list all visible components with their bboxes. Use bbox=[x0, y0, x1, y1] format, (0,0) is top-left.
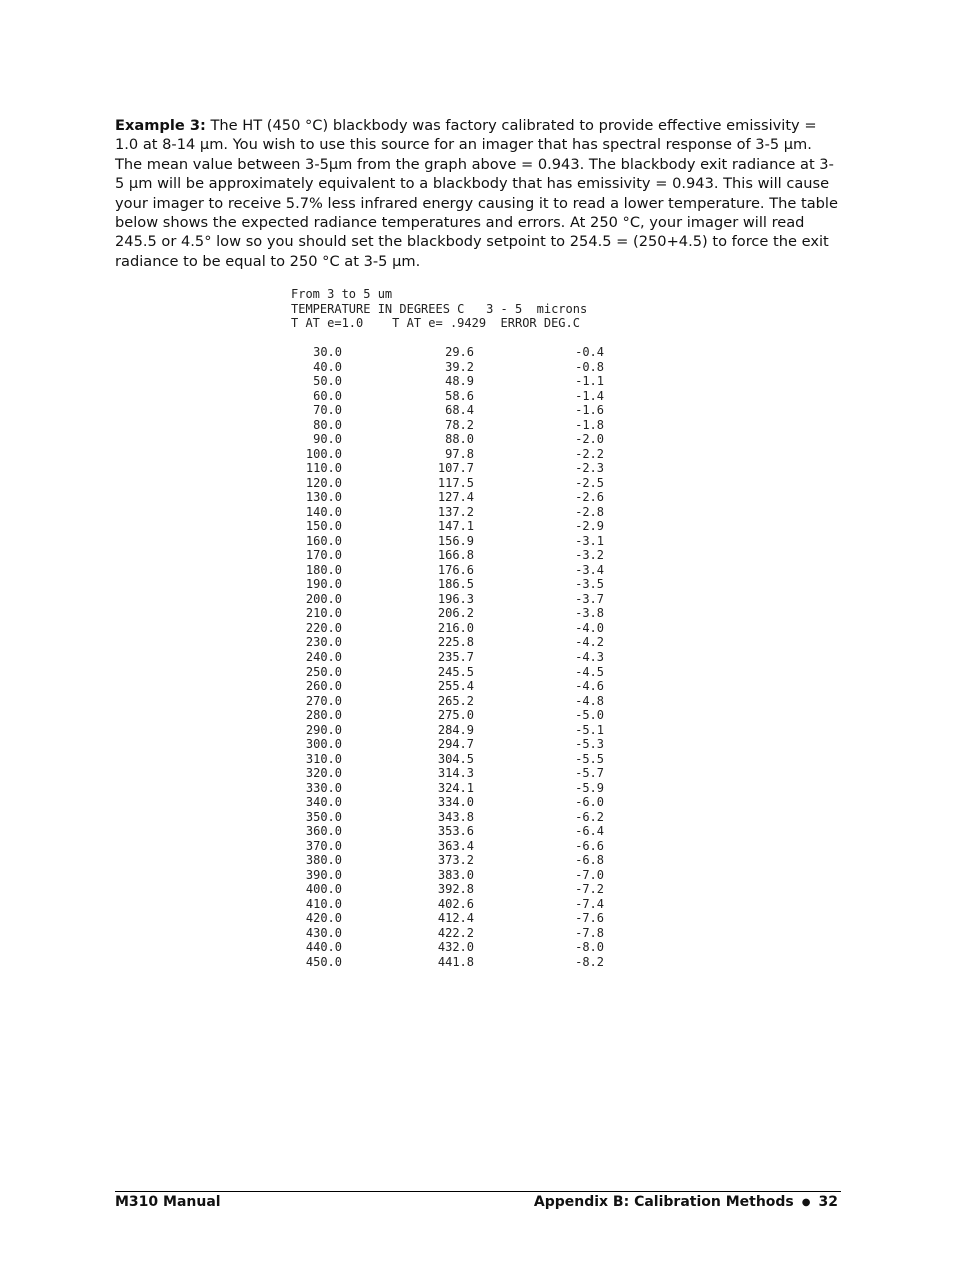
error-cell: -7.6 bbox=[575, 911, 604, 926]
error-cell: -5.0 bbox=[575, 708, 604, 723]
error-cell: -5.1 bbox=[575, 722, 604, 737]
table-row bbox=[291, 867, 604, 883]
temp-e1-cell: 50.0 bbox=[313, 374, 342, 389]
table-row bbox=[291, 708, 604, 723]
table-row bbox=[291, 562, 604, 578]
table-row bbox=[291, 519, 604, 534]
table-row bbox=[291, 490, 604, 505]
error-cell: -1.6 bbox=[575, 403, 604, 418]
table-row bbox=[291, 533, 604, 549]
temp-e1-cell: 250.0 bbox=[305, 664, 342, 679]
footer-section-title: Appendix B: Calibration Methods bbox=[533, 1194, 794, 1210]
temp-e9429-cell: 29.6 bbox=[445, 345, 474, 360]
error-cell: -6.8 bbox=[575, 853, 604, 868]
error-cell: -1.8 bbox=[575, 417, 604, 432]
table-row bbox=[291, 345, 604, 360]
temp-e9429-cell: 216.0 bbox=[437, 620, 474, 635]
table-row bbox=[291, 795, 604, 810]
footer-manual-title: M310 Manual bbox=[115, 1194, 221, 1210]
error-cell: -8.0 bbox=[575, 940, 604, 955]
temp-e1-cell: 300.0 bbox=[305, 737, 342, 752]
temp-e1-cell: 260.0 bbox=[305, 679, 342, 694]
table-row bbox=[291, 722, 604, 738]
table-row bbox=[291, 882, 604, 897]
table-row bbox=[291, 635, 604, 650]
table-body bbox=[291, 345, 604, 969]
table-row bbox=[291, 737, 604, 752]
temp-e1-cell: 450.0 bbox=[305, 954, 342, 969]
table-row bbox=[291, 954, 604, 970]
temp-e1-cell: 320.0 bbox=[305, 766, 342, 781]
error-cell: -4.2 bbox=[575, 635, 604, 650]
footer-divider bbox=[115, 1191, 841, 1192]
temp-e9429-cell: 432.0 bbox=[437, 940, 474, 955]
temp-e1-cell: 280.0 bbox=[305, 708, 342, 723]
error-cell: -3.4 bbox=[575, 562, 604, 577]
table-row bbox=[291, 359, 604, 375]
temp-e9429-cell: 117.5 bbox=[437, 475, 474, 490]
temp-e9429-cell: 265.2 bbox=[437, 693, 474, 708]
temp-e1-cell: 240.0 bbox=[305, 650, 342, 664]
table-row bbox=[291, 911, 604, 926]
temp-e1-cell: 80.0 bbox=[313, 417, 342, 432]
temp-e9429-cell: 284.9 bbox=[437, 722, 474, 737]
temp-e1-cell: 340.0 bbox=[305, 795, 342, 810]
table-row bbox=[291, 925, 604, 941]
example-body: The HT (450 °C) blackbody was factory calibrated to provide effective emissivity = 1.0 at 8-14 µm. You wish to use this source for an imager that has spectral response of 3-5 µm. The mean value between 3-5µm from the graph above = 0.943. The blackbody exit radiance at 3-5 µm will be approximately equivalent to a blackbody that has emissivity = 0.943. This will cause your imager to receive 5.7% less infrared energy causing it to read a lower temperature. The table below shows the expected radiance temperatures and errors. At 250 °C, your imager will read 245.5 or 4.5° low so you should set the blackbody setpoint to 254.5 = (250+4.5) to force the exit radiance to be equal to 250 °C at 3-5 µm. bbox=[115, 117, 838, 270]
error-cell: -7.0 bbox=[575, 867, 604, 882]
temp-e1-cell: 370.0 bbox=[305, 838, 342, 853]
error-cell: -5.3 bbox=[575, 737, 604, 752]
table-row bbox=[291, 577, 604, 592]
temp-e1-cell: 210.0 bbox=[305, 606, 342, 621]
temp-e9429-cell: 97.8 bbox=[445, 446, 474, 461]
temp-e1-cell: 40.0 bbox=[313, 359, 342, 374]
temp-e1-cell: 90.0 bbox=[313, 432, 342, 447]
table-row bbox=[291, 432, 604, 447]
temp-e1-cell: 420.0 bbox=[305, 911, 342, 926]
error-cell: -6.6 bbox=[575, 838, 604, 853]
temp-e1-cell: 310.0 bbox=[305, 751, 342, 766]
temp-e9429-cell: 137.2 bbox=[437, 504, 474, 519]
temp-e9429-cell: 206.2 bbox=[437, 606, 474, 621]
table-row bbox=[291, 896, 604, 912]
temp-e1-cell: 360.0 bbox=[305, 824, 342, 839]
table-row bbox=[291, 650, 604, 665]
error-cell: -4.5 bbox=[575, 664, 604, 679]
temp-e1-cell: 130.0 bbox=[305, 490, 342, 505]
temp-e1-cell: 160.0 bbox=[305, 533, 342, 548]
table-row bbox=[291, 403, 604, 418]
temp-e1-cell: 230.0 bbox=[305, 635, 342, 650]
table-row bbox=[291, 679, 604, 694]
temp-e1-cell: 380.0 bbox=[305, 853, 342, 868]
temp-e9429-cell: 343.8 bbox=[437, 809, 474, 824]
temp-e9429-cell: 78.2 bbox=[445, 417, 474, 432]
error-cell: -3.7 bbox=[575, 591, 604, 606]
error-cell: -4.6 bbox=[575, 679, 604, 694]
temp-e9429-cell: 363.4 bbox=[437, 838, 474, 853]
temp-e9429-cell: 245.5 bbox=[437, 664, 474, 679]
temp-e9429-cell: 156.9 bbox=[437, 533, 474, 548]
error-cell: -2.5 bbox=[575, 475, 604, 490]
table-row bbox=[291, 664, 604, 680]
temp-e9429-cell: 58.6 bbox=[445, 388, 474, 403]
temp-e9429-cell: 107.7 bbox=[437, 461, 474, 476]
table-row bbox=[291, 766, 604, 781]
temp-e9429-cell: 225.8 bbox=[437, 635, 474, 650]
temp-e9429-cell: 373.2 bbox=[437, 853, 474, 868]
error-cell: -1.1 bbox=[575, 374, 604, 389]
temp-e1-cell: 350.0 bbox=[305, 809, 342, 824]
temp-e1-cell: 440.0 bbox=[305, 940, 342, 955]
temp-e1-cell: 410.0 bbox=[305, 896, 342, 911]
temp-e1-cell: 330.0 bbox=[305, 780, 342, 795]
error-cell: -3.5 bbox=[575, 577, 604, 592]
temp-e1-cell: 270.0 bbox=[305, 693, 342, 708]
temp-e9429-cell: 314.3 bbox=[437, 766, 474, 781]
temp-e1-cell: 200.0 bbox=[305, 591, 342, 606]
table-header-line-1: From 3 to 5 um bbox=[291, 287, 393, 301]
error-cell: -4.0 bbox=[575, 620, 604, 635]
temp-e1-cell: 390.0 bbox=[305, 867, 342, 882]
table-row bbox=[291, 475, 604, 491]
table-header-line-3: T AT e=1.0 T AT e= .9429 ERROR DEG.C bbox=[291, 316, 580, 331]
error-cell: -7.4 bbox=[575, 896, 604, 911]
error-cell: -1.4 bbox=[575, 388, 604, 403]
error-cell: -5.7 bbox=[575, 766, 604, 781]
table-row bbox=[291, 504, 604, 520]
footer-section bbox=[534, 1194, 838, 1210]
error-cell: -7.8 bbox=[575, 925, 604, 940]
page-number: 32 bbox=[818, 1194, 838, 1210]
table-row bbox=[291, 751, 604, 767]
table-row bbox=[291, 374, 604, 389]
table-row bbox=[291, 693, 604, 709]
error-cell: -4.8 bbox=[575, 693, 604, 708]
temp-e9429-cell: 147.1 bbox=[437, 519, 474, 534]
temp-e9429-cell: 88.0 bbox=[445, 432, 474, 447]
error-cell: -2.3 bbox=[575, 461, 604, 476]
temp-e1-cell: 170.0 bbox=[305, 548, 342, 563]
temp-e9429-cell: 186.5 bbox=[437, 577, 474, 592]
table-row bbox=[291, 388, 604, 404]
temp-e1-cell: 70.0 bbox=[313, 403, 342, 418]
temp-e9429-cell: 353.6 bbox=[437, 824, 474, 839]
error-cell: -2.2 bbox=[575, 446, 604, 461]
temp-e9429-cell: 176.6 bbox=[437, 562, 474, 577]
radiance-table bbox=[291, 287, 604, 969]
temp-e1-cell: 400.0 bbox=[305, 882, 342, 897]
error-cell: -2.8 bbox=[575, 504, 604, 519]
temp-e9429-cell: 127.4 bbox=[437, 490, 474, 505]
temp-e9429-cell: 196.3 bbox=[437, 591, 474, 606]
table-row bbox=[291, 940, 604, 955]
temp-e1-cell: 220.0 bbox=[305, 620, 342, 635]
error-cell: -3.8 bbox=[575, 606, 604, 621]
table-row bbox=[291, 446, 604, 462]
temp-e9429-cell: 166.8 bbox=[437, 548, 474, 563]
example-lead: Example 3: bbox=[115, 117, 206, 134]
table-row bbox=[291, 548, 604, 563]
table-row bbox=[291, 461, 604, 476]
error-cell: -3.1 bbox=[575, 533, 604, 548]
error-cell: -8.2 bbox=[575, 954, 604, 969]
table-row bbox=[291, 620, 604, 636]
table-row bbox=[291, 591, 604, 607]
temp-e1-cell: 30.0 bbox=[313, 345, 342, 360]
error-cell: -7.2 bbox=[575, 882, 604, 897]
error-cell: -4.3 bbox=[575, 650, 604, 664]
temp-e1-cell: 290.0 bbox=[305, 722, 342, 737]
table-row bbox=[291, 824, 604, 839]
temp-e9429-cell: 422.2 bbox=[437, 925, 474, 940]
temp-e9429-cell: 255.4 bbox=[437, 679, 474, 694]
temp-e1-cell: 190.0 bbox=[305, 577, 342, 592]
table-row bbox=[291, 809, 604, 825]
temp-e9429-cell: 412.4 bbox=[437, 911, 474, 926]
error-cell: -5.9 bbox=[575, 780, 604, 795]
temp-e1-cell: 180.0 bbox=[305, 562, 342, 577]
table-row bbox=[291, 780, 604, 796]
temp-e9429-cell: 324.1 bbox=[437, 780, 474, 795]
temp-e9429-cell: 441.8 bbox=[437, 954, 474, 969]
temp-e9429-cell: 275.0 bbox=[437, 708, 474, 723]
temp-e9429-cell: 39.2 bbox=[445, 359, 474, 374]
table-row bbox=[291, 853, 604, 868]
temp-e9429-cell: 235.7 bbox=[437, 650, 474, 664]
bullet-icon: ● bbox=[801, 1197, 811, 1208]
temp-e1-cell: 140.0 bbox=[305, 504, 342, 519]
temp-e9429-cell: 402.6 bbox=[437, 896, 474, 911]
temp-e1-cell: 120.0 bbox=[305, 475, 342, 490]
temp-e9429-cell: 334.0 bbox=[437, 795, 474, 810]
error-cell: -3.2 bbox=[575, 548, 604, 563]
temp-e9429-cell: 68.4 bbox=[445, 403, 474, 418]
error-cell: -6.4 bbox=[575, 824, 604, 839]
example-paragraph bbox=[115, 116, 840, 271]
error-cell: -0.4 bbox=[575, 345, 604, 360]
temp-e1-cell: 100.0 bbox=[305, 446, 342, 461]
temp-e1-cell: 110.0 bbox=[305, 461, 342, 476]
temp-e1-cell: 150.0 bbox=[305, 519, 342, 534]
table-row bbox=[291, 838, 604, 854]
temp-e1-cell: 60.0 bbox=[313, 388, 342, 403]
temp-e9429-cell: 304.5 bbox=[437, 751, 474, 766]
temp-e9429-cell: 383.0 bbox=[437, 867, 474, 882]
table-header-line-2: TEMPERATURE IN DEGREES C 3 - 5 microns bbox=[291, 301, 588, 316]
error-cell: -5.5 bbox=[575, 751, 604, 766]
error-cell: -6.2 bbox=[575, 809, 604, 824]
table-row bbox=[291, 417, 604, 433]
error-cell: -0.8 bbox=[575, 359, 604, 374]
temp-e9429-cell: 392.8 bbox=[437, 882, 474, 897]
error-cell: -2.9 bbox=[575, 519, 604, 534]
temp-e1-cell: 430.0 bbox=[305, 925, 342, 940]
error-cell: -2.6 bbox=[575, 490, 604, 505]
temp-e9429-cell: 48.9 bbox=[445, 374, 474, 389]
error-cell: -2.0 bbox=[575, 432, 604, 447]
error-cell: -6.0 bbox=[575, 795, 604, 810]
table-row bbox=[291, 606, 604, 621]
temp-e9429-cell: 294.7 bbox=[437, 737, 474, 752]
